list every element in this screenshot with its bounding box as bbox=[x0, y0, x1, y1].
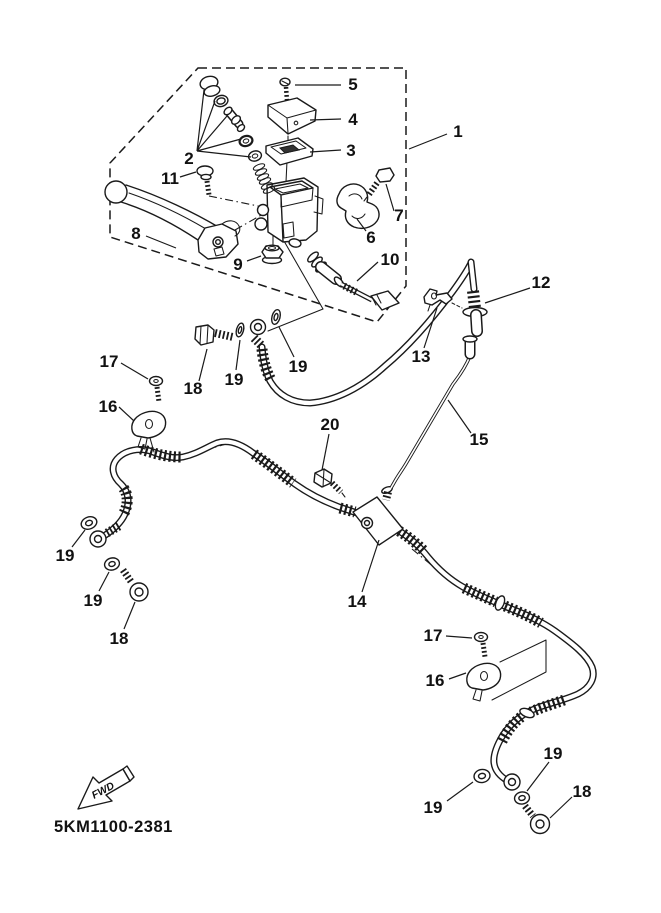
callout-16-15: 16 bbox=[98, 397, 118, 416]
callout-11-10: 11 bbox=[161, 169, 179, 188]
fwd-arrow-icon bbox=[78, 766, 134, 809]
reservoir-cap-screw bbox=[280, 78, 290, 101]
reservoir-diaphragm bbox=[266, 138, 313, 165]
reservoir-cap bbox=[268, 98, 316, 134]
lever-pivot-bolt bbox=[197, 166, 213, 195]
callout-5-4: 5 bbox=[348, 75, 358, 94]
callout-9-8: 9 bbox=[233, 255, 243, 274]
upper-banjo-bolt bbox=[195, 325, 233, 345]
callout-10-9: 10 bbox=[380, 250, 400, 269]
hose-clamp-left bbox=[132, 377, 166, 453]
callout-12-11: 12 bbox=[531, 273, 551, 292]
callout-6-5: 6 bbox=[366, 228, 376, 247]
callout-1-0: 1 bbox=[453, 122, 463, 141]
callout-3-2: 3 bbox=[346, 141, 356, 160]
callout-19-23: 19 bbox=[543, 744, 563, 763]
callout-16-22: 16 bbox=[425, 671, 445, 690]
brake-hose-upper bbox=[262, 263, 471, 403]
part-number: 5KM1100-2381 bbox=[54, 818, 173, 836]
callout-14-13: 14 bbox=[347, 592, 367, 611]
junction-bolt bbox=[314, 469, 345, 497]
fwd-label: FWD bbox=[89, 779, 117, 802]
callout-7-6: 7 bbox=[394, 206, 404, 225]
callout-4-3: 4 bbox=[348, 110, 358, 129]
callout-8-7: 8 bbox=[131, 224, 141, 243]
callout-15-14: 15 bbox=[469, 430, 489, 449]
callout-19-27: 19 bbox=[83, 591, 103, 610]
callout-19-18: 19 bbox=[224, 370, 244, 389]
callout-18-17: 18 bbox=[183, 379, 203, 398]
callout-19-24: 19 bbox=[423, 798, 443, 817]
hose-clamp-right bbox=[467, 633, 546, 702]
callout-19-26: 19 bbox=[55, 546, 75, 565]
callout-18-28: 18 bbox=[109, 629, 129, 648]
brake-lever bbox=[105, 181, 240, 259]
callout-labels bbox=[56, 75, 592, 817]
callout-17-21: 17 bbox=[423, 626, 443, 645]
pivot-locknut bbox=[262, 245, 283, 263]
callout-13-12: 13 bbox=[411, 347, 431, 366]
callout-2-1: 2 bbox=[184, 149, 194, 168]
hose-junction-block bbox=[353, 485, 403, 545]
callout-20-20: 20 bbox=[320, 415, 340, 434]
callout-17-16: 17 bbox=[99, 352, 119, 371]
callout-19-19: 19 bbox=[288, 357, 308, 376]
hose-banjo-eyes bbox=[90, 320, 520, 791]
callout-18-25: 18 bbox=[572, 782, 592, 801]
